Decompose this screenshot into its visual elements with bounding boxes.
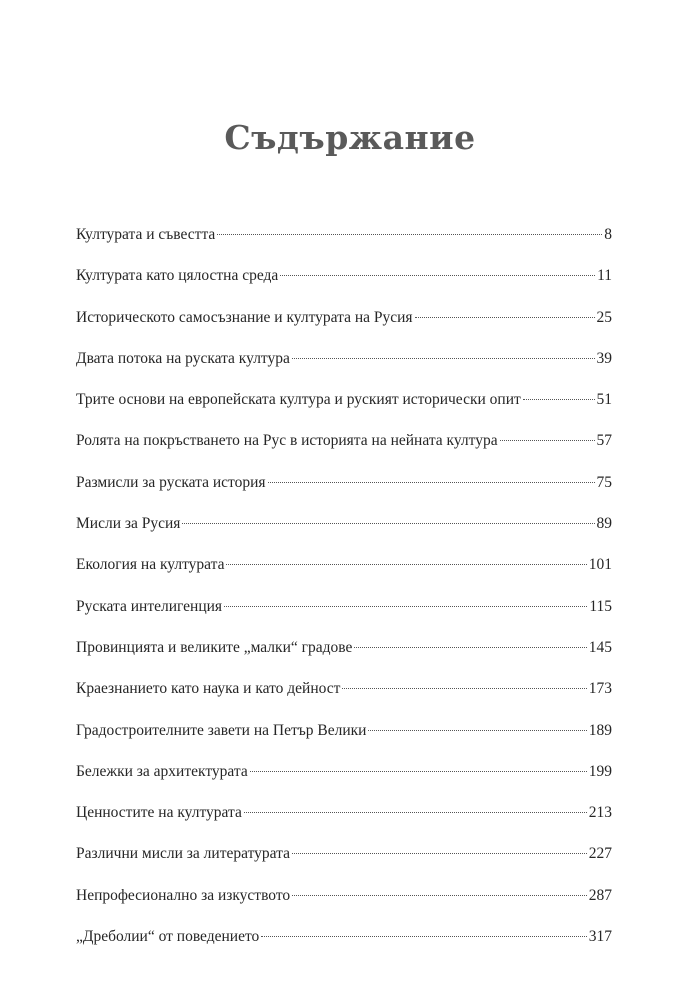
dot-leader: [500, 440, 595, 441]
toc-entry: [76, 928, 612, 969]
toc-entry: [76, 556, 612, 597]
toc-page-number: 227: [588, 845, 612, 863]
toc-entry: [76, 309, 612, 350]
toc-page-number: 145: [588, 638, 612, 656]
dot-leader: [250, 771, 587, 772]
dot-leader: [224, 606, 587, 607]
dot-leader: [292, 358, 595, 359]
toc-entry-title: Краезнанието като наука и като дейност: [76, 680, 341, 698]
toc-entry: [76, 267, 612, 308]
toc-entry-title: Трите основи на европейската култура и руският исторически опит: [76, 391, 521, 409]
toc-entry-title: Мисли за Русия: [76, 515, 181, 533]
dot-leader: [280, 275, 595, 276]
dot-leader: [268, 482, 595, 483]
dot-leader: [182, 523, 594, 524]
toc-page-number: 89: [596, 515, 612, 533]
toc-entry: [76, 391, 612, 432]
toc-entry-title: Размисли за руската история: [76, 473, 266, 491]
toc-entry: [76, 722, 612, 763]
toc-entry-title: Културата и съвестта: [76, 226, 216, 243]
toc-entry: [76, 515, 612, 556]
toc-page-number: 39: [596, 349, 612, 367]
toc-page-number: 57: [596, 432, 612, 450]
dot-leader: [292, 853, 587, 854]
toc-entry-title: Ролята на покръстването на Рус в историята на нейната култура: [76, 432, 498, 450]
page-title: Съдържание: [224, 118, 476, 157]
toc-entry-title: Различни мисли за литературата: [76, 845, 290, 863]
dot-leader: [244, 812, 587, 813]
toc-entry: [76, 763, 612, 804]
toc-entry: [76, 598, 612, 639]
toc-entry: [76, 432, 612, 473]
toc-page-number: 101: [588, 556, 612, 574]
toc-page-number: 317: [588, 928, 612, 946]
toc-entry-title: Градостроителните завети на Петър Велики: [76, 721, 367, 739]
toc-entry-title: Ценностите на културата: [76, 804, 242, 822]
toc-entry-title: Непрофесионално за изкуството: [76, 886, 291, 904]
toc-page-number: 287: [588, 886, 612, 904]
toc-entry-title: Бележки за архитектурата: [76, 762, 248, 780]
toc-entry: [76, 804, 612, 845]
toc-page-number: 51: [596, 391, 612, 409]
dot-leader: [217, 234, 602, 235]
toc-page-number: 199: [588, 762, 612, 780]
toc-entry: [76, 350, 612, 391]
toc-page-number: 189: [588, 721, 612, 739]
toc-entry-title: Историческото самосъзнание и културата на Русия: [76, 308, 413, 326]
toc-page-number: 8: [604, 226, 612, 243]
toc-page-number: 213: [588, 804, 612, 822]
dot-leader: [292, 895, 587, 896]
toc-page-number: 75: [596, 473, 612, 491]
dot-leader: [342, 688, 586, 689]
dot-leader: [261, 936, 586, 937]
dot-leader: [226, 564, 586, 565]
dot-leader: [415, 317, 595, 318]
toc-entry: [76, 845, 612, 886]
toc-entry-title: Двата потока на руската култура: [76, 349, 290, 367]
toc-entry-title: Културата като цялостна среда: [76, 267, 279, 285]
toc-page-number: 115: [589, 597, 612, 615]
toc-entry: [76, 639, 612, 680]
toc-entry-title: Екология на културата: [76, 556, 225, 574]
dot-leader: [368, 730, 586, 731]
dot-leader: [523, 399, 595, 400]
table-of-contents: [76, 226, 612, 969]
toc-entry: [76, 887, 612, 928]
toc-entry: [76, 474, 612, 515]
toc-entry: [76, 680, 612, 721]
toc-page-number: 25: [596, 308, 612, 326]
toc-entry-title: Провинцията и великите „малки“ градове: [76, 638, 353, 656]
toc-page-number: 173: [588, 680, 612, 698]
toc-page-number: 11: [597, 267, 612, 285]
dot-leader: [354, 647, 586, 648]
toc-entry-title: Руската интелигенция: [76, 597, 223, 615]
toc-entry-title: „Дреболии“ от поведението: [76, 928, 260, 946]
toc-entry: [76, 226, 612, 267]
